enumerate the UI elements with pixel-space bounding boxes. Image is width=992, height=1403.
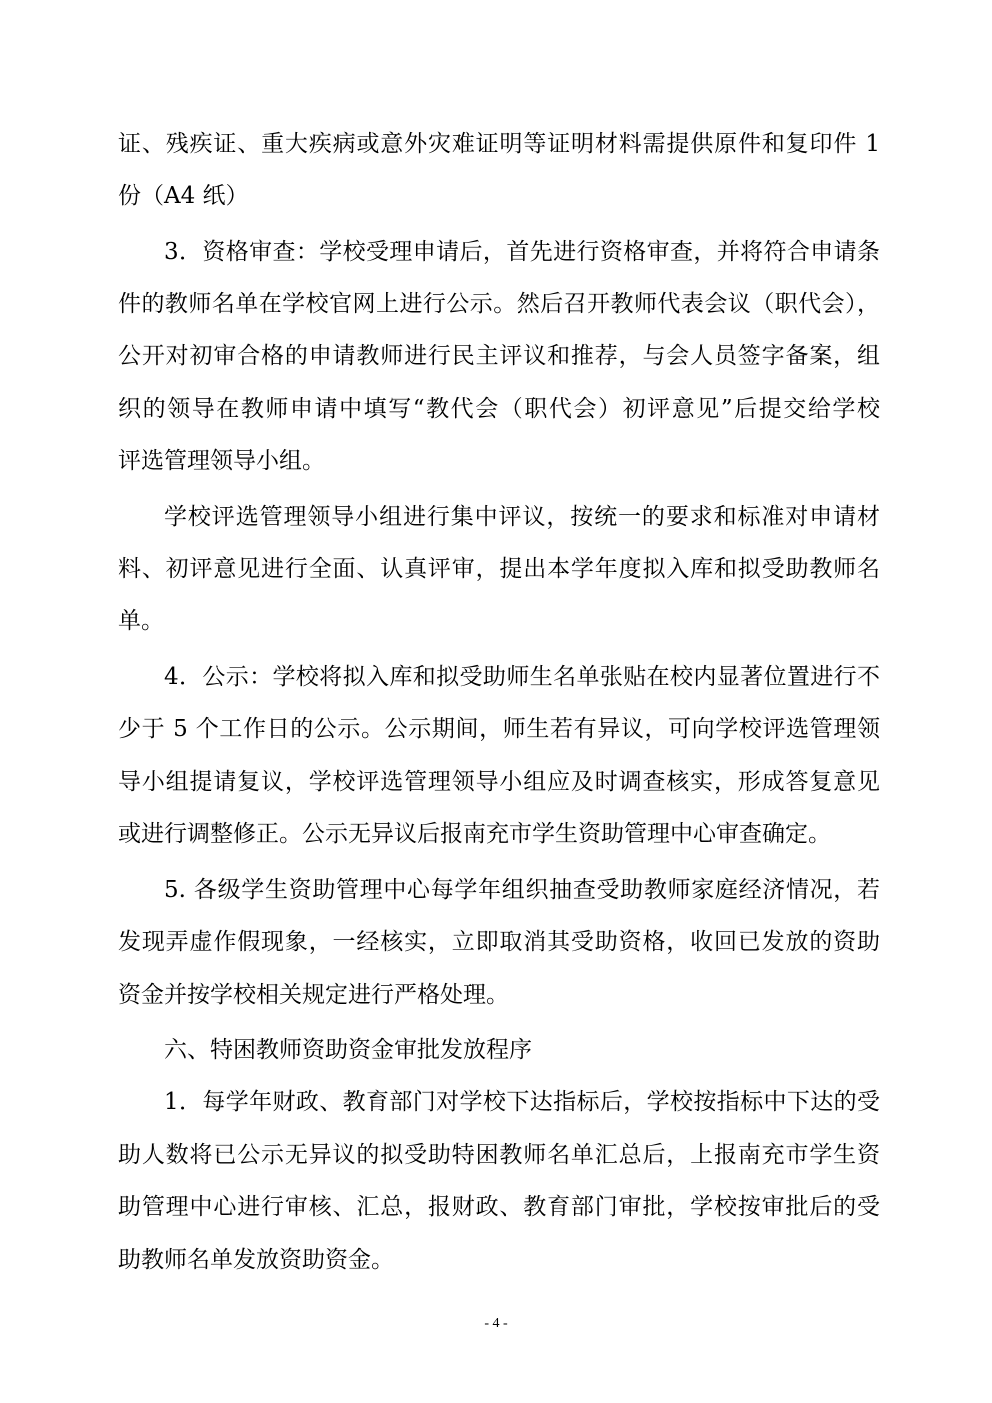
body-text-line: 单。 xyxy=(118,608,164,634)
body-text-line: 5. 各级学生资助管理中心每学年组织抽查受助教师家庭经济情况，若 xyxy=(164,877,880,903)
body-text-line: 或进行调整修正。公示无异议后报南充市学生资助管理中心审查确定。 xyxy=(118,821,831,847)
body-text-line: 评选管理领导小组。 xyxy=(118,448,325,474)
body-text-line: 助人数将已公示无异议的拟受助特困教师名单汇总后，上报南充市学生资 xyxy=(118,1142,880,1168)
body-text-line: 料、初评意见进行全面、认真评审，提出本学年度拟入库和拟受助教师名 xyxy=(118,556,880,582)
body-text-line: 份（A4 纸） xyxy=(118,183,249,209)
body-text-line: 织的领导在教师申请中填写“教代会（职代会）初评意见”后提交给学校 xyxy=(118,396,880,422)
body-text-line: 少于 5 个工作日的公示。公示期间，师生若有异议，可向学校评选管理领 xyxy=(118,716,880,742)
body-text-line: 助管理中心进行审核、汇总，报财政、教育部门审批，学校按审批后的受 xyxy=(118,1194,880,1220)
body-text-line: 4．公示：学校将拟入库和拟受助师生名单张贴在校内显著位置进行不 xyxy=(164,664,880,690)
body-text-line: 资金并按学校相关规定进行严格处理。 xyxy=(118,982,509,1008)
body-text-line: 件的教师名单在学校官网上进行公示。然后召开教师代表会议（职代会）， xyxy=(118,291,880,317)
body-text-line: 证、残疾证、重大疾病或意外灾难证明等证明材料需提供原件和复印件 1 xyxy=(118,131,880,157)
body-text-line: 导小组提请复议，学校评选管理领导小组应及时调查核实，形成答复意见 xyxy=(118,769,880,795)
body-text-line: 助教师名单发放资助资金。 xyxy=(118,1247,394,1273)
body-text-line: 3．资格审查：学校受理申请后，首先进行资格审查，并将符合申请条 xyxy=(164,239,880,265)
body-text-line: 发现弄虚作假现象，一经核实，立即取消其受助资格，收回已发放的资助 xyxy=(118,929,880,955)
body-text-line: 公开对初审合格的申请教师进行民主评议和推荐，与会人员签字备案，组 xyxy=(118,343,880,369)
body-text-line: 1．每学年财政、教育部门对学校下达指标后，学校按指标中下达的受 xyxy=(164,1089,880,1115)
page-number: - 4 - xyxy=(484,1316,508,1331)
body-text-line: 学校评选管理领导小组进行集中评议，按统一的要求和标准对申请材 xyxy=(164,504,880,530)
section-heading: 六、特困教师资助资金审批发放程序 xyxy=(164,1037,532,1063)
